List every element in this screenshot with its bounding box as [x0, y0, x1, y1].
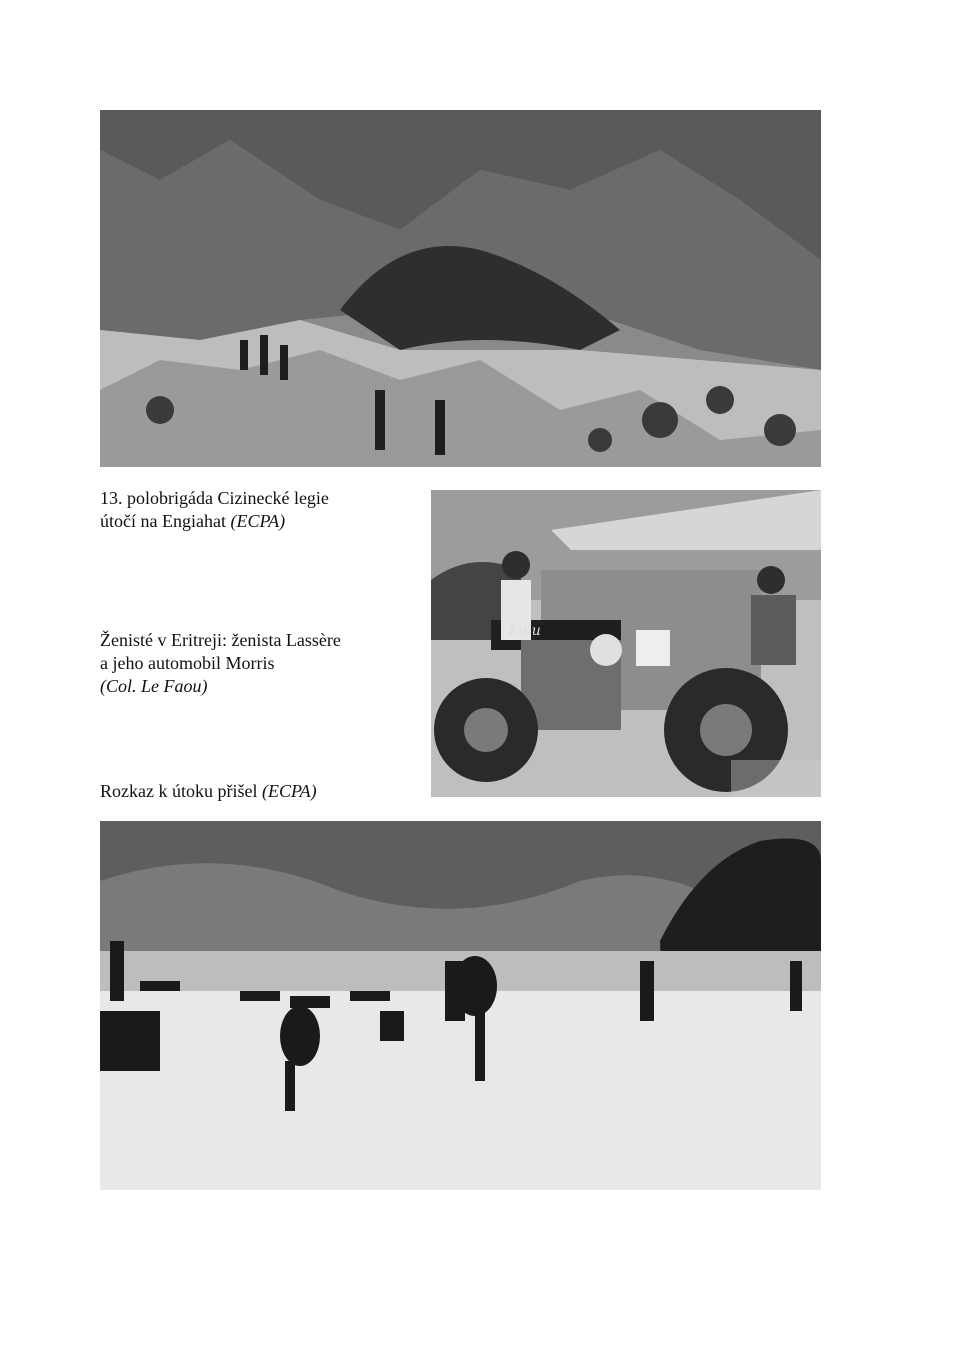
caption-line: 13. polobrigáda Cizinecké legie [100, 488, 329, 508]
caption-text: útočí na Engiahat [100, 511, 231, 531]
caption-source: (Col. Le Faou) [100, 676, 208, 696]
caption-legion-attack [100, 487, 420, 533]
caption-source: (ECPA) [230, 511, 286, 531]
caption-line: Ženisté v Eritreji: ženista Lassère [100, 630, 341, 650]
photo-battlefield-attack [100, 821, 821, 1190]
truck-plate: Lulu [509, 623, 541, 639]
caption-engineers [100, 629, 420, 698]
caption-line [100, 780, 420, 803]
photo-legion-engiahat [100, 110, 821, 467]
battlefield-photo-graphic [100, 821, 821, 1190]
caption-attack-order [100, 780, 420, 803]
caption-text: Rozkaz k útoku přišel [100, 781, 262, 801]
photo-engineer-truck [431, 490, 821, 797]
truck-photo-graphic [431, 490, 821, 797]
caption-line: a jeho automobil Morris [100, 653, 275, 673]
caption-source: (ECPA) [261, 781, 317, 801]
mountain-photo-graphic [100, 110, 821, 467]
caption-line [100, 510, 420, 533]
